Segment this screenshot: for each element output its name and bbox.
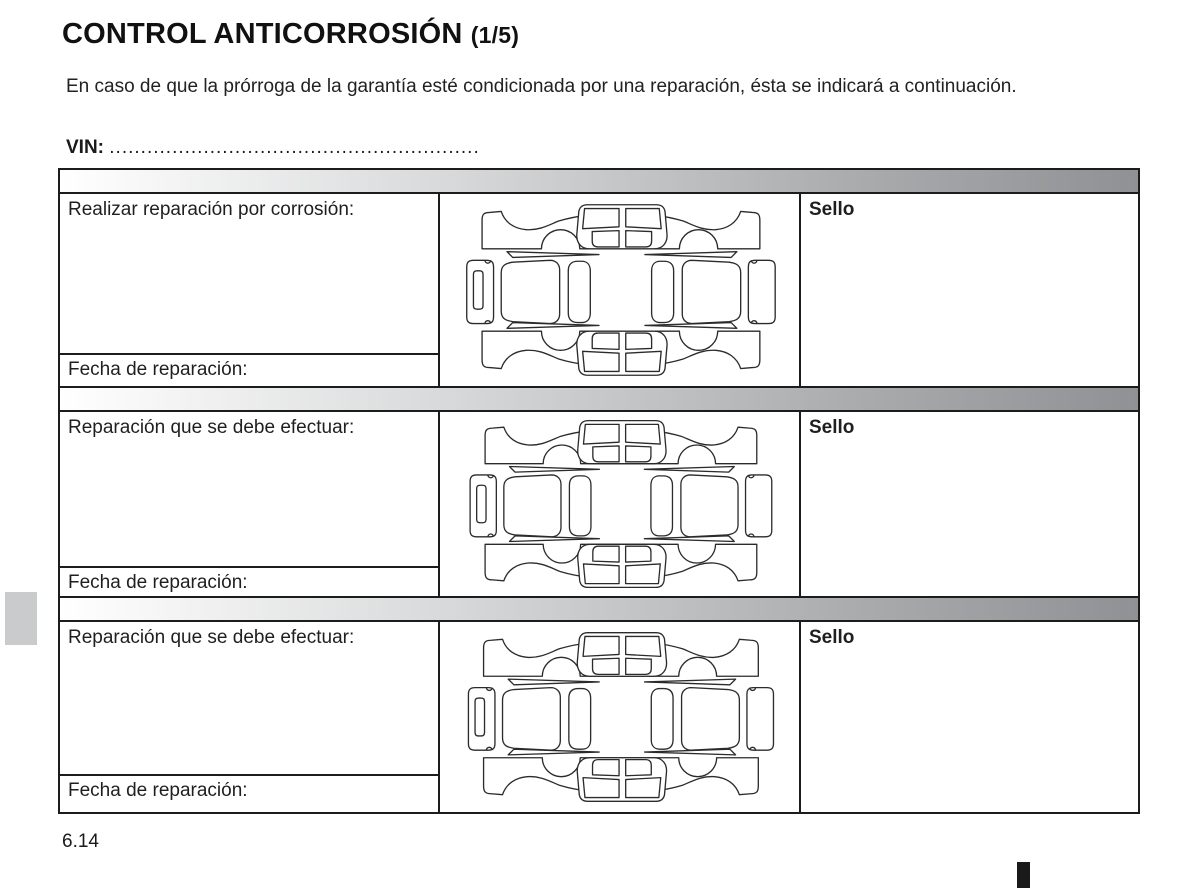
intro-text: En caso de que la prórroga de la garantía esté condicionada por una reparación, ésta se indicará a continuación. <box>66 76 1017 97</box>
chapter-tab-marker <box>5 592 37 645</box>
page-title <box>62 18 519 51</box>
print-registration-mark <box>1017 862 1030 888</box>
car-diagram-cell <box>440 194 801 386</box>
page-title-text: CONTROL ANTICORROSIÓN <box>62 18 463 50</box>
repair-column <box>60 622 440 812</box>
stamp-label: Sello <box>809 627 855 648</box>
repair-label: Reparación que se debe efectuar: <box>68 627 355 648</box>
page-number: 6.14 <box>62 831 99 852</box>
stamp-label: Sello <box>809 417 855 438</box>
car-body-diagram-icon <box>455 627 785 807</box>
repair-column <box>60 194 440 386</box>
car-diagram-cell <box>440 412 801 596</box>
repair-label: Realizar reparación por corrosión: <box>68 199 355 220</box>
section-row <box>60 194 1138 388</box>
section-header-bar <box>60 598 1138 622</box>
repair-date-label: Fecha de reparación: <box>60 566 438 596</box>
page-title-suffix: (1/5) <box>470 22 520 48</box>
anticorrosion-table <box>58 168 1140 814</box>
car-body-diagram-icon <box>455 199 785 381</box>
section-row <box>60 412 1138 598</box>
section-header-bar <box>60 170 1138 194</box>
stamp-label: Sello <box>809 199 855 220</box>
repair-date-label: Fecha de reparación: <box>60 353 438 386</box>
vin-dotted-field: ........................................................... <box>109 137 480 158</box>
section-row <box>60 622 1138 812</box>
repair-date-label: Fecha de reparación: <box>60 774 438 812</box>
section-header-bar <box>60 388 1138 412</box>
repair-column <box>60 412 440 596</box>
car-diagram-cell <box>440 622 801 812</box>
vin-label: VIN: <box>66 137 104 158</box>
car-body-diagram-icon <box>455 415 785 593</box>
vin-line <box>66 137 480 159</box>
repair-label: Reparación que se debe efectuar: <box>68 417 355 438</box>
